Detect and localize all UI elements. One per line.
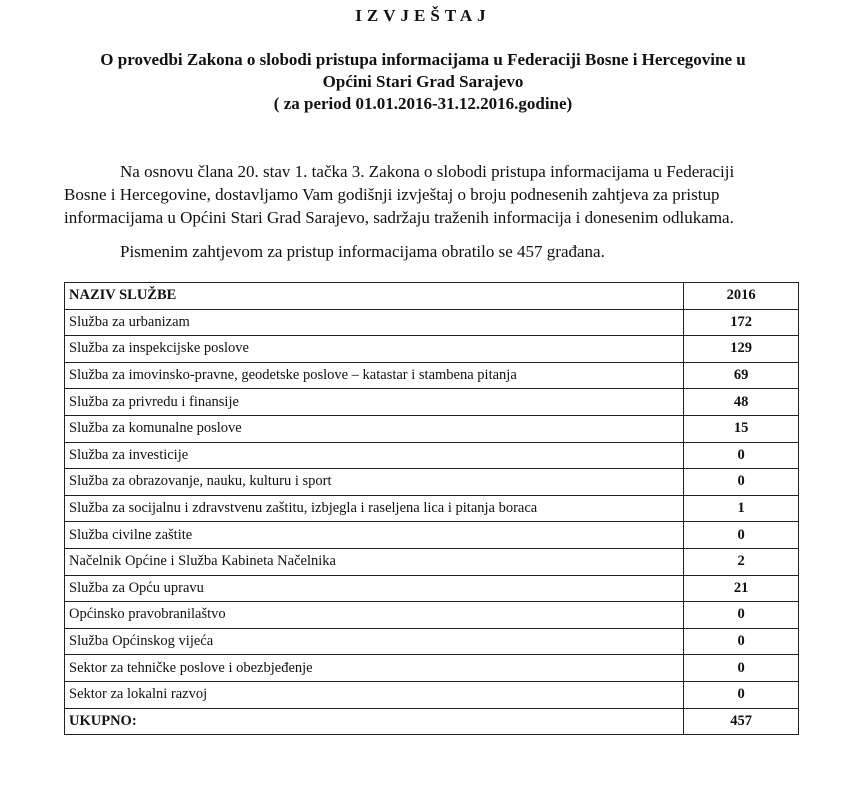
intro-paragraph [64,160,804,229]
request-count-cell: 15 [684,415,799,442]
request-count-cell: 69 [684,362,799,389]
request-count-cell: 0 [684,602,799,629]
table-row [65,575,799,602]
table-row [65,655,799,682]
request-count-cell: 0 [684,469,799,496]
table-header-row [65,283,799,310]
header-year: 2016 [684,283,799,310]
service-name-cell: Načelnik Općine i Služba Kabineta Načelnika [65,548,684,575]
service-name-cell: Služba civilne zaštite [65,522,684,549]
service-name-cell: Služba za urbanizam [65,309,684,336]
subtitle-line-2: Općini Stari Grad Sarajevo [322,72,524,91]
table-row [65,522,799,549]
subtitle-line-3: ( za period 01.01.2016-31.12.2016.godine) [273,94,573,113]
intro-line-1: Na osnovu člana 20. stav 1. tačka 3. Zakona o slobodi pristupa informacijama u Federaciji [120,162,735,181]
intro-line-3: informacijama u Općini Stari Grad Sarajevo, sadržaju traženih informacija i donesenim odlukama. [64,208,734,227]
request-count-cell: 0 [684,522,799,549]
service-name-cell: Služba za imovinsko-pravne, geodetske poslove – katastar i stambena pitanja [65,362,684,389]
total-value: 457 [684,708,799,735]
subtitle-line-1: O provedbi Zakona o slobodi pristupa informacijama u Federaciji Bosne i Hercegovine u [100,50,746,69]
request-count-cell: 0 [684,655,799,682]
table-row [65,548,799,575]
table-row [65,602,799,629]
request-count-cell: 129 [684,336,799,363]
table-row [65,362,799,389]
intro-line-2: Bosne i Hercegovine, dostavljamo Vam godišnji izvještaj o broju podnesenih zahtjeva za pristup [64,185,720,204]
service-name-cell: Služba za komunalne poslove [65,415,684,442]
header-service-name: NAZIV SLUŽBE [65,283,684,310]
service-name-cell: Služba za inspekcijske poslove [65,336,684,363]
document-subtitle [60,49,786,115]
service-name-cell: Služba za privredu i finansije [65,389,684,416]
requests-summary: Pismenim zahtjevom za pristup informacijama obratilo se 457 građana. [120,242,605,261]
service-name-cell: Služba za Opću upravu [65,575,684,602]
table-row [65,336,799,363]
service-name-cell: Služba za investicije [65,442,684,469]
service-name-cell: Služba za obrazovanje, nauku, kulturu i sport [65,469,684,496]
request-count-cell: 1 [684,495,799,522]
table-row [65,469,799,496]
table-total-row [65,708,799,735]
request-count-cell: 48 [684,389,799,416]
table-row [65,681,799,708]
request-count-cell: 0 [684,442,799,469]
table-row [65,415,799,442]
service-name-cell: Služba Općinskog vijeća [65,628,684,655]
service-name-cell: Sektor za lokalni razvoj [65,681,684,708]
total-label: UKUPNO: [65,708,684,735]
service-name-cell: Općinsko pravobranilaštvo [65,602,684,629]
request-count-cell: 0 [684,628,799,655]
request-count-cell: 21 [684,575,799,602]
table-row [65,628,799,655]
request-count-cell: 172 [684,309,799,336]
table-row [65,389,799,416]
document-title: IZVJEŠTAJ [355,6,491,25]
requests-table [64,282,799,735]
request-count-cell: 0 [684,681,799,708]
request-count-cell: 2 [684,548,799,575]
service-name-cell: Sektor za tehničke poslove i obezbjeđenje [65,655,684,682]
table-row [65,309,799,336]
table-row [65,442,799,469]
service-name-cell: Služba za socijalnu i zdravstvenu zaštitu, izbjegla i raseljena lica i pitanja boraca [65,495,684,522]
table-row [65,495,799,522]
